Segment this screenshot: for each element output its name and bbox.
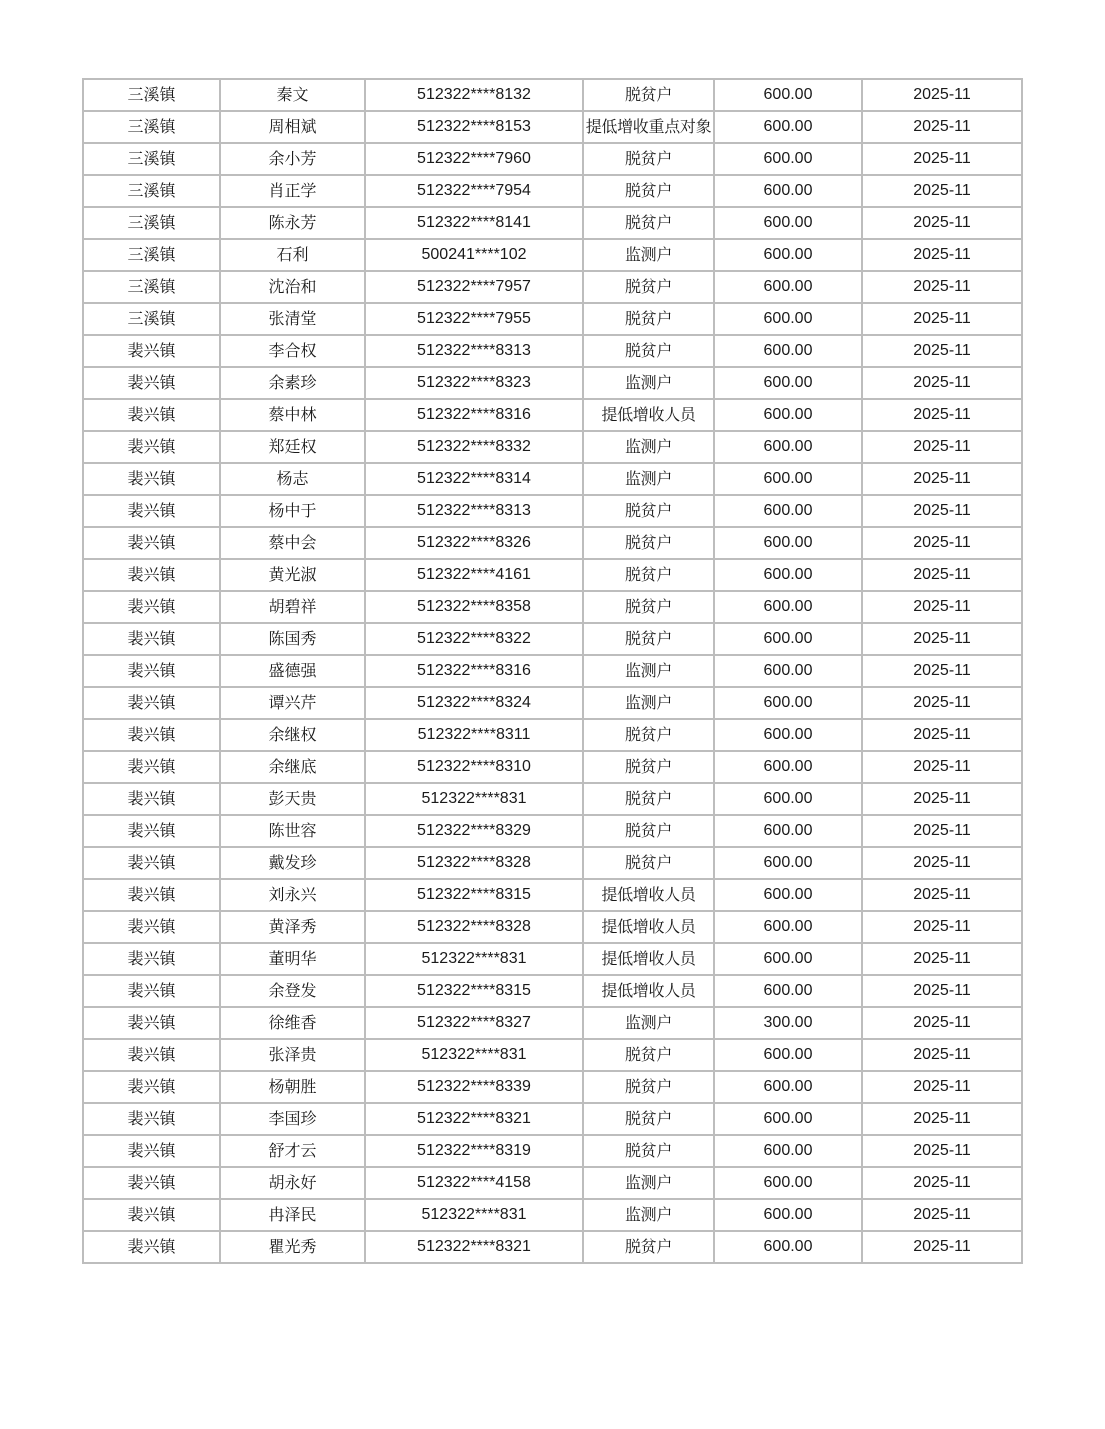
household-type-cell: 监测户 — [583, 1199, 714, 1231]
id-number-cell: 512322****8332 — [365, 431, 583, 463]
name-cell: 盛德强 — [220, 655, 365, 687]
table-row — [83, 1007, 1022, 1039]
town-cell: 裴兴镇 — [83, 1007, 220, 1039]
table-row — [83, 591, 1022, 623]
period-cell: 2025-11 — [862, 303, 1022, 335]
amount-cell: 600.00 — [714, 815, 862, 847]
town-cell: 三溪镇 — [83, 303, 220, 335]
table-row — [83, 1231, 1022, 1263]
table-row — [83, 847, 1022, 879]
table-row — [83, 815, 1022, 847]
town-cell: 裴兴镇 — [83, 559, 220, 591]
name-cell: 周相斌 — [220, 111, 365, 143]
id-number-cell: 512322****831 — [365, 783, 583, 815]
amount-cell: 600.00 — [714, 655, 862, 687]
town-cell: 裴兴镇 — [83, 1103, 220, 1135]
table-row — [83, 751, 1022, 783]
household-type-cell: 脱贫户 — [583, 1039, 714, 1071]
town-cell: 裴兴镇 — [83, 1231, 220, 1263]
table-row — [83, 1039, 1022, 1071]
amount-cell: 600.00 — [714, 1103, 862, 1135]
amount-cell: 600.00 — [714, 1199, 862, 1231]
town-cell: 三溪镇 — [83, 271, 220, 303]
amount-cell: 600.00 — [714, 111, 862, 143]
household-type-cell: 脱贫户 — [583, 1231, 714, 1263]
name-cell: 戴发珍 — [220, 847, 365, 879]
table-row — [83, 719, 1022, 751]
name-cell: 余小芳 — [220, 143, 365, 175]
household-type-cell: 脱贫户 — [583, 591, 714, 623]
id-number-cell: 512322****8324 — [365, 687, 583, 719]
town-cell: 三溪镇 — [83, 79, 220, 111]
town-cell: 三溪镇 — [83, 143, 220, 175]
id-number-cell: 512322****8315 — [365, 879, 583, 911]
amount-cell: 600.00 — [714, 367, 862, 399]
period-cell: 2025-11 — [862, 751, 1022, 783]
household-type-cell: 监测户 — [583, 239, 714, 271]
period-cell: 2025-11 — [862, 847, 1022, 879]
table-row — [83, 1071, 1022, 1103]
name-cell: 余登发 — [220, 975, 365, 1007]
id-number-cell: 512322****7955 — [365, 303, 583, 335]
name-cell: 余继权 — [220, 719, 365, 751]
household-type-cell: 脱贫户 — [583, 527, 714, 559]
name-cell: 李合权 — [220, 335, 365, 367]
id-number-cell: 512322****4158 — [365, 1167, 583, 1199]
table-row — [83, 175, 1022, 207]
period-cell: 2025-11 — [862, 1167, 1022, 1199]
household-type-cell: 脱贫户 — [583, 175, 714, 207]
table-row — [83, 559, 1022, 591]
household-type-cell: 脱贫户 — [583, 79, 714, 111]
household-type-cell: 脱贫户 — [583, 1103, 714, 1135]
town-cell: 裴兴镇 — [83, 1135, 220, 1167]
period-cell: 2025-11 — [862, 655, 1022, 687]
town-cell: 裴兴镇 — [83, 975, 220, 1007]
name-cell: 沈治和 — [220, 271, 365, 303]
id-number-cell: 512322****8327 — [365, 1007, 583, 1039]
household-type-cell: 脱贫户 — [583, 719, 714, 751]
amount-cell: 600.00 — [714, 1135, 862, 1167]
amount-cell: 600.00 — [714, 335, 862, 367]
household-type-cell: 提低增收人员 — [583, 943, 714, 975]
id-number-cell: 512322****831 — [365, 1199, 583, 1231]
id-number-cell: 500241****102 — [365, 239, 583, 271]
id-number-cell: 512322****8323 — [365, 367, 583, 399]
id-number-cell: 512322****8329 — [365, 815, 583, 847]
period-cell: 2025-11 — [862, 527, 1022, 559]
household-type-cell: 监测户 — [583, 1167, 714, 1199]
household-type-cell: 脱贫户 — [583, 815, 714, 847]
period-cell: 2025-11 — [862, 207, 1022, 239]
period-cell: 2025-11 — [862, 399, 1022, 431]
table-row — [83, 783, 1022, 815]
household-type-cell: 脱贫户 — [583, 1135, 714, 1167]
household-type-cell: 脱贫户 — [583, 143, 714, 175]
amount-cell: 600.00 — [714, 943, 862, 975]
period-cell: 2025-11 — [862, 943, 1022, 975]
town-cell: 裴兴镇 — [83, 1167, 220, 1199]
period-cell: 2025-11 — [862, 559, 1022, 591]
amount-cell: 600.00 — [714, 879, 862, 911]
household-type-cell: 脱贫户 — [583, 1071, 714, 1103]
id-number-cell: 512322****8313 — [365, 335, 583, 367]
id-number-cell: 512322****8328 — [365, 847, 583, 879]
town-cell: 裴兴镇 — [83, 335, 220, 367]
id-number-cell: 512322****8316 — [365, 399, 583, 431]
period-cell: 2025-11 — [862, 239, 1022, 271]
id-number-cell: 512322****831 — [365, 1039, 583, 1071]
amount-cell: 600.00 — [714, 239, 862, 271]
name-cell: 肖正学 — [220, 175, 365, 207]
period-cell: 2025-11 — [862, 367, 1022, 399]
town-cell: 裴兴镇 — [83, 1039, 220, 1071]
period-cell: 2025-11 — [862, 623, 1022, 655]
name-cell: 郑廷权 — [220, 431, 365, 463]
name-cell: 余素珍 — [220, 367, 365, 399]
id-number-cell: 512322****8321 — [365, 1103, 583, 1135]
name-cell: 蔡中会 — [220, 527, 365, 559]
table-row — [83, 1135, 1022, 1167]
name-cell: 黄光淑 — [220, 559, 365, 591]
name-cell: 瞿光秀 — [220, 1231, 365, 1263]
town-cell: 裴兴镇 — [83, 399, 220, 431]
period-cell: 2025-11 — [862, 1103, 1022, 1135]
period-cell: 2025-11 — [862, 463, 1022, 495]
town-cell: 裴兴镇 — [83, 1199, 220, 1231]
table-row — [83, 335, 1022, 367]
amount-cell: 600.00 — [714, 143, 862, 175]
id-number-cell: 512322****7960 — [365, 143, 583, 175]
id-number-cell: 512322****8314 — [365, 463, 583, 495]
name-cell: 杨志 — [220, 463, 365, 495]
id-number-cell: 512322****8319 — [365, 1135, 583, 1167]
id-number-cell: 512322****8328 — [365, 911, 583, 943]
town-cell: 裴兴镇 — [83, 591, 220, 623]
period-cell: 2025-11 — [862, 1039, 1022, 1071]
town-cell: 三溪镇 — [83, 111, 220, 143]
id-number-cell: 512322****8321 — [365, 1231, 583, 1263]
household-type-cell: 监测户 — [583, 655, 714, 687]
town-cell: 三溪镇 — [83, 239, 220, 271]
amount-cell: 600.00 — [714, 463, 862, 495]
id-number-cell: 512322****8339 — [365, 1071, 583, 1103]
period-cell: 2025-11 — [862, 1135, 1022, 1167]
town-cell: 裴兴镇 — [83, 911, 220, 943]
name-cell: 董明华 — [220, 943, 365, 975]
name-cell: 刘永兴 — [220, 879, 365, 911]
household-type-cell: 脱贫户 — [583, 335, 714, 367]
household-type-cell: 提低增收重点对象 — [583, 111, 714, 143]
table-row — [83, 79, 1022, 111]
name-cell: 彭天贵 — [220, 783, 365, 815]
amount-cell: 600.00 — [714, 527, 862, 559]
name-cell: 徐维香 — [220, 1007, 365, 1039]
name-cell: 李国珍 — [220, 1103, 365, 1135]
household-type-cell: 提低增收人员 — [583, 911, 714, 943]
table-row — [83, 1167, 1022, 1199]
amount-cell: 600.00 — [714, 207, 862, 239]
table-row — [83, 1103, 1022, 1135]
amount-cell: 600.00 — [714, 719, 862, 751]
town-cell: 裴兴镇 — [83, 1071, 220, 1103]
household-type-cell: 脱贫户 — [583, 559, 714, 591]
period-cell: 2025-11 — [862, 687, 1022, 719]
document-page — [82, 78, 1021, 1264]
household-type-cell: 监测户 — [583, 431, 714, 463]
table-row — [83, 399, 1022, 431]
period-cell: 2025-11 — [862, 271, 1022, 303]
amount-cell: 600.00 — [714, 687, 862, 719]
id-number-cell: 512322****8322 — [365, 623, 583, 655]
town-cell: 裴兴镇 — [83, 687, 220, 719]
id-number-cell: 512322****831 — [365, 943, 583, 975]
id-number-cell: 512322****8313 — [365, 495, 583, 527]
id-number-cell: 512322****7954 — [365, 175, 583, 207]
amount-cell: 600.00 — [714, 847, 862, 879]
id-number-cell: 512322****8358 — [365, 591, 583, 623]
town-cell: 裴兴镇 — [83, 367, 220, 399]
town-cell: 裴兴镇 — [83, 527, 220, 559]
town-cell: 裴兴镇 — [83, 751, 220, 783]
town-cell: 裴兴镇 — [83, 847, 220, 879]
id-number-cell: 512322****8141 — [365, 207, 583, 239]
household-type-cell: 脱贫户 — [583, 783, 714, 815]
id-number-cell: 512322****8316 — [365, 655, 583, 687]
name-cell: 胡永好 — [220, 1167, 365, 1199]
name-cell: 余继底 — [220, 751, 365, 783]
name-cell: 谭兴芹 — [220, 687, 365, 719]
household-type-cell: 提低增收人员 — [583, 399, 714, 431]
period-cell: 2025-11 — [862, 911, 1022, 943]
household-type-cell: 提低增收人员 — [583, 975, 714, 1007]
name-cell: 舒才云 — [220, 1135, 365, 1167]
amount-cell: 600.00 — [714, 1039, 862, 1071]
town-cell: 裴兴镇 — [83, 783, 220, 815]
town-cell: 裴兴镇 — [83, 431, 220, 463]
period-cell: 2025-11 — [862, 143, 1022, 175]
table-row — [83, 239, 1022, 271]
period-cell: 2025-11 — [862, 1231, 1022, 1263]
amount-cell: 600.00 — [714, 495, 862, 527]
id-number-cell: 512322****8132 — [365, 79, 583, 111]
table-row — [83, 687, 1022, 719]
amount-cell: 600.00 — [714, 399, 862, 431]
table-row — [83, 143, 1022, 175]
table-row — [83, 1199, 1022, 1231]
period-cell: 2025-11 — [862, 879, 1022, 911]
amount-cell: 600.00 — [714, 431, 862, 463]
period-cell: 2025-11 — [862, 335, 1022, 367]
period-cell: 2025-11 — [862, 1199, 1022, 1231]
id-number-cell: 512322****8315 — [365, 975, 583, 1007]
household-type-cell: 监测户 — [583, 687, 714, 719]
name-cell: 杨朝胜 — [220, 1071, 365, 1103]
amount-cell: 600.00 — [714, 783, 862, 815]
amount-cell: 300.00 — [714, 1007, 862, 1039]
table-row — [83, 367, 1022, 399]
table-row — [83, 495, 1022, 527]
period-cell: 2025-11 — [862, 1071, 1022, 1103]
amount-cell: 600.00 — [714, 751, 862, 783]
amount-cell: 600.00 — [714, 911, 862, 943]
amount-cell: 600.00 — [714, 271, 862, 303]
amount-cell: 600.00 — [714, 79, 862, 111]
household-type-cell: 脱贫户 — [583, 623, 714, 655]
period-cell: 2025-11 — [862, 591, 1022, 623]
table-row — [83, 431, 1022, 463]
period-cell: 2025-11 — [862, 175, 1022, 207]
table-row — [83, 111, 1022, 143]
id-number-cell: 512322****7957 — [365, 271, 583, 303]
town-cell: 裴兴镇 — [83, 943, 220, 975]
period-cell: 2025-11 — [862, 1007, 1022, 1039]
town-cell: 裴兴镇 — [83, 495, 220, 527]
town-cell: 裴兴镇 — [83, 879, 220, 911]
amount-cell: 600.00 — [714, 591, 862, 623]
household-type-cell: 脱贫户 — [583, 847, 714, 879]
id-number-cell: 512322****8311 — [365, 719, 583, 751]
table-body — [83, 79, 1022, 1263]
amount-cell: 600.00 — [714, 623, 862, 655]
name-cell: 杨中于 — [220, 495, 365, 527]
amount-cell: 600.00 — [714, 1231, 862, 1263]
name-cell: 胡碧祥 — [220, 591, 365, 623]
period-cell: 2025-11 — [862, 431, 1022, 463]
name-cell: 张清堂 — [220, 303, 365, 335]
period-cell: 2025-11 — [862, 783, 1022, 815]
town-cell: 裴兴镇 — [83, 655, 220, 687]
name-cell: 秦文 — [220, 79, 365, 111]
town-cell: 三溪镇 — [83, 207, 220, 239]
table-row — [83, 207, 1022, 239]
town-cell: 裴兴镇 — [83, 463, 220, 495]
table-row — [83, 303, 1022, 335]
data-table — [82, 78, 1023, 1264]
id-number-cell: 512322****8310 — [365, 751, 583, 783]
table-row — [83, 655, 1022, 687]
household-type-cell: 提低增收人员 — [583, 879, 714, 911]
town-cell: 裴兴镇 — [83, 623, 220, 655]
table-row — [83, 527, 1022, 559]
name-cell: 蔡中林 — [220, 399, 365, 431]
table-row — [83, 879, 1022, 911]
town-cell: 三溪镇 — [83, 175, 220, 207]
household-type-cell: 脱贫户 — [583, 495, 714, 527]
id-number-cell: 512322****8153 — [365, 111, 583, 143]
name-cell: 冉泽民 — [220, 1199, 365, 1231]
table-row — [83, 463, 1022, 495]
amount-cell: 600.00 — [714, 559, 862, 591]
town-cell: 裴兴镇 — [83, 815, 220, 847]
household-type-cell: 监测户 — [583, 463, 714, 495]
amount-cell: 600.00 — [714, 175, 862, 207]
period-cell: 2025-11 — [862, 975, 1022, 1007]
amount-cell: 600.00 — [714, 1167, 862, 1199]
amount-cell: 600.00 — [714, 975, 862, 1007]
table-row — [83, 623, 1022, 655]
name-cell: 陈国秀 — [220, 623, 365, 655]
table-row — [83, 271, 1022, 303]
table-row — [83, 943, 1022, 975]
table-row — [83, 975, 1022, 1007]
period-cell: 2025-11 — [862, 111, 1022, 143]
id-number-cell: 512322****4161 — [365, 559, 583, 591]
period-cell: 2025-11 — [862, 719, 1022, 751]
period-cell: 2025-11 — [862, 79, 1022, 111]
name-cell: 黄泽秀 — [220, 911, 365, 943]
name-cell: 石利 — [220, 239, 365, 271]
household-type-cell: 脱贫户 — [583, 271, 714, 303]
table-row — [83, 911, 1022, 943]
household-type-cell: 脱贫户 — [583, 751, 714, 783]
amount-cell: 600.00 — [714, 1071, 862, 1103]
household-type-cell: 监测户 — [583, 1007, 714, 1039]
household-type-cell: 监测户 — [583, 367, 714, 399]
amount-cell: 600.00 — [714, 303, 862, 335]
name-cell: 陈世容 — [220, 815, 365, 847]
household-type-cell: 脱贫户 — [583, 207, 714, 239]
town-cell: 裴兴镇 — [83, 719, 220, 751]
name-cell: 陈永芳 — [220, 207, 365, 239]
period-cell: 2025-11 — [862, 815, 1022, 847]
household-type-cell: 脱贫户 — [583, 303, 714, 335]
period-cell: 2025-11 — [862, 495, 1022, 527]
name-cell: 张泽贵 — [220, 1039, 365, 1071]
id-number-cell: 512322****8326 — [365, 527, 583, 559]
